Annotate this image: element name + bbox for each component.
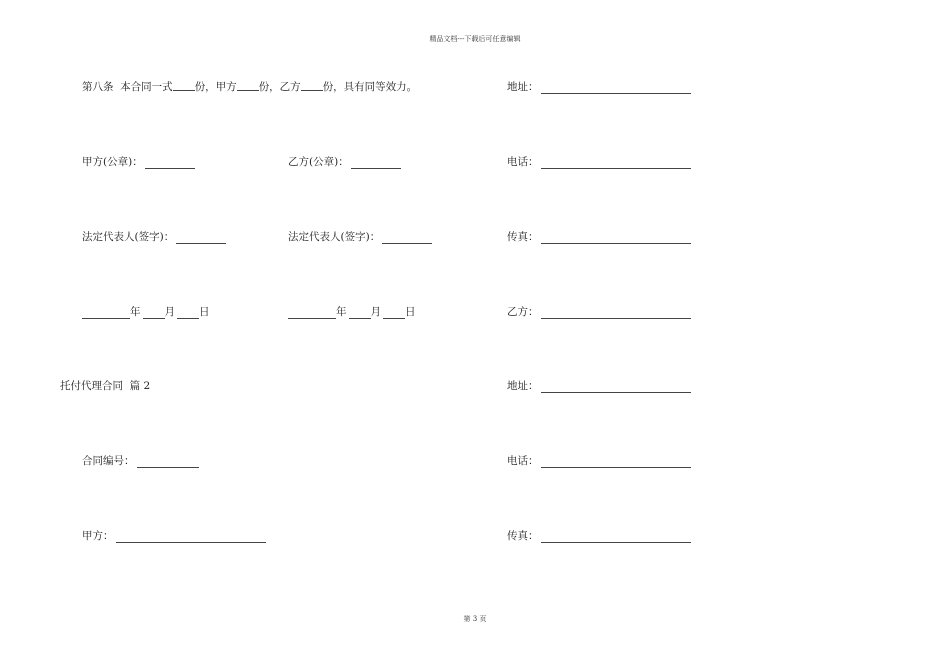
right-field-blank: [541, 532, 691, 543]
right-field-label: 电话：: [507, 156, 539, 168]
party-a-label: 甲方：: [82, 530, 114, 542]
date-b-year-blank: [288, 308, 336, 319]
date-a-year-label: 年: [130, 306, 141, 318]
party-a-blank: [116, 532, 266, 543]
right-field-phone-1: [507, 155, 691, 169]
party-b-seal-blank: [351, 158, 401, 169]
right-field-fax-2: [507, 529, 691, 543]
right-field-blank: [541, 233, 691, 244]
article-8-prefix: 第八条 本合同一式: [82, 81, 173, 93]
article-8-line: [82, 80, 417, 94]
right-field-blank: [541, 457, 691, 468]
party-a-seal-field: [82, 155, 195, 169]
contract-no-blank: [137, 457, 199, 468]
rep-b-label: 法定代表人(签字)：: [288, 231, 381, 243]
right-field-label: 地址：: [507, 81, 539, 93]
date-a-month-label: 月: [164, 306, 175, 318]
right-field-address-2: [507, 379, 691, 393]
right-field-blank: [541, 158, 691, 169]
right-field-address-1: [507, 80, 691, 94]
article-8-mid1: 份，甲方: [194, 81, 237, 93]
rep-a-label: 法定代表人(签字)：: [82, 231, 175, 243]
date-b-field: [288, 305, 416, 319]
right-field-label: 地址：: [507, 380, 539, 392]
section-title: 托付代理合同 篇 2: [60, 380, 151, 392]
rep-b-blank: [382, 233, 432, 244]
right-field-blank: [541, 382, 691, 393]
rep-b-field: [288, 230, 432, 244]
party-b-seal-label: 乙方(公章)：: [288, 156, 349, 168]
date-a-month-blank: [143, 308, 165, 319]
date-a-year-blank: [82, 308, 130, 319]
page-footer: 第 3 页: [463, 615, 487, 623]
date-b-day-blank: [383, 308, 405, 319]
date-b-month-blank: [349, 308, 371, 319]
right-field-label: 乙方：: [507, 306, 539, 318]
right-field-blank: [541, 308, 691, 319]
date-b-year-label: 年: [336, 306, 347, 318]
party-a-seal-blank: [145, 158, 195, 169]
date-b-day-label: 日: [405, 306, 416, 318]
rep-a-field: [82, 230, 226, 244]
date-b-month-label: 月: [370, 306, 381, 318]
right-field-label: 传真：: [507, 231, 539, 243]
party-b-seal-field: [288, 155, 401, 169]
rep-a-blank: [176, 233, 226, 244]
right-field-label: 电话：: [507, 455, 539, 467]
date-a-day-label: 日: [199, 306, 210, 318]
party-a-field: [82, 529, 266, 543]
date-a-day-blank: [177, 308, 199, 319]
contract-no-field: [82, 454, 199, 468]
right-field-blank: [541, 83, 691, 94]
right-field-label: 传真：: [507, 530, 539, 542]
right-field-party-b: [507, 305, 691, 319]
copies-total-blank: [173, 80, 195, 91]
date-a-field: [82, 305, 210, 319]
page-header: 精品文档---下载后可任意编辑: [429, 35, 521, 43]
contract-no-label: 合同编号：: [82, 455, 135, 467]
copies-party-b-blank: [301, 80, 323, 91]
article-8-suffix: 份，具有同等效力。: [322, 81, 418, 93]
party-a-seal-label: 甲方(公章)：: [82, 156, 143, 168]
right-field-phone-2: [507, 454, 691, 468]
right-field-fax-1: [507, 230, 691, 244]
copies-party-a-blank: [237, 80, 259, 91]
article-8-mid2: 份，乙方: [258, 81, 301, 93]
